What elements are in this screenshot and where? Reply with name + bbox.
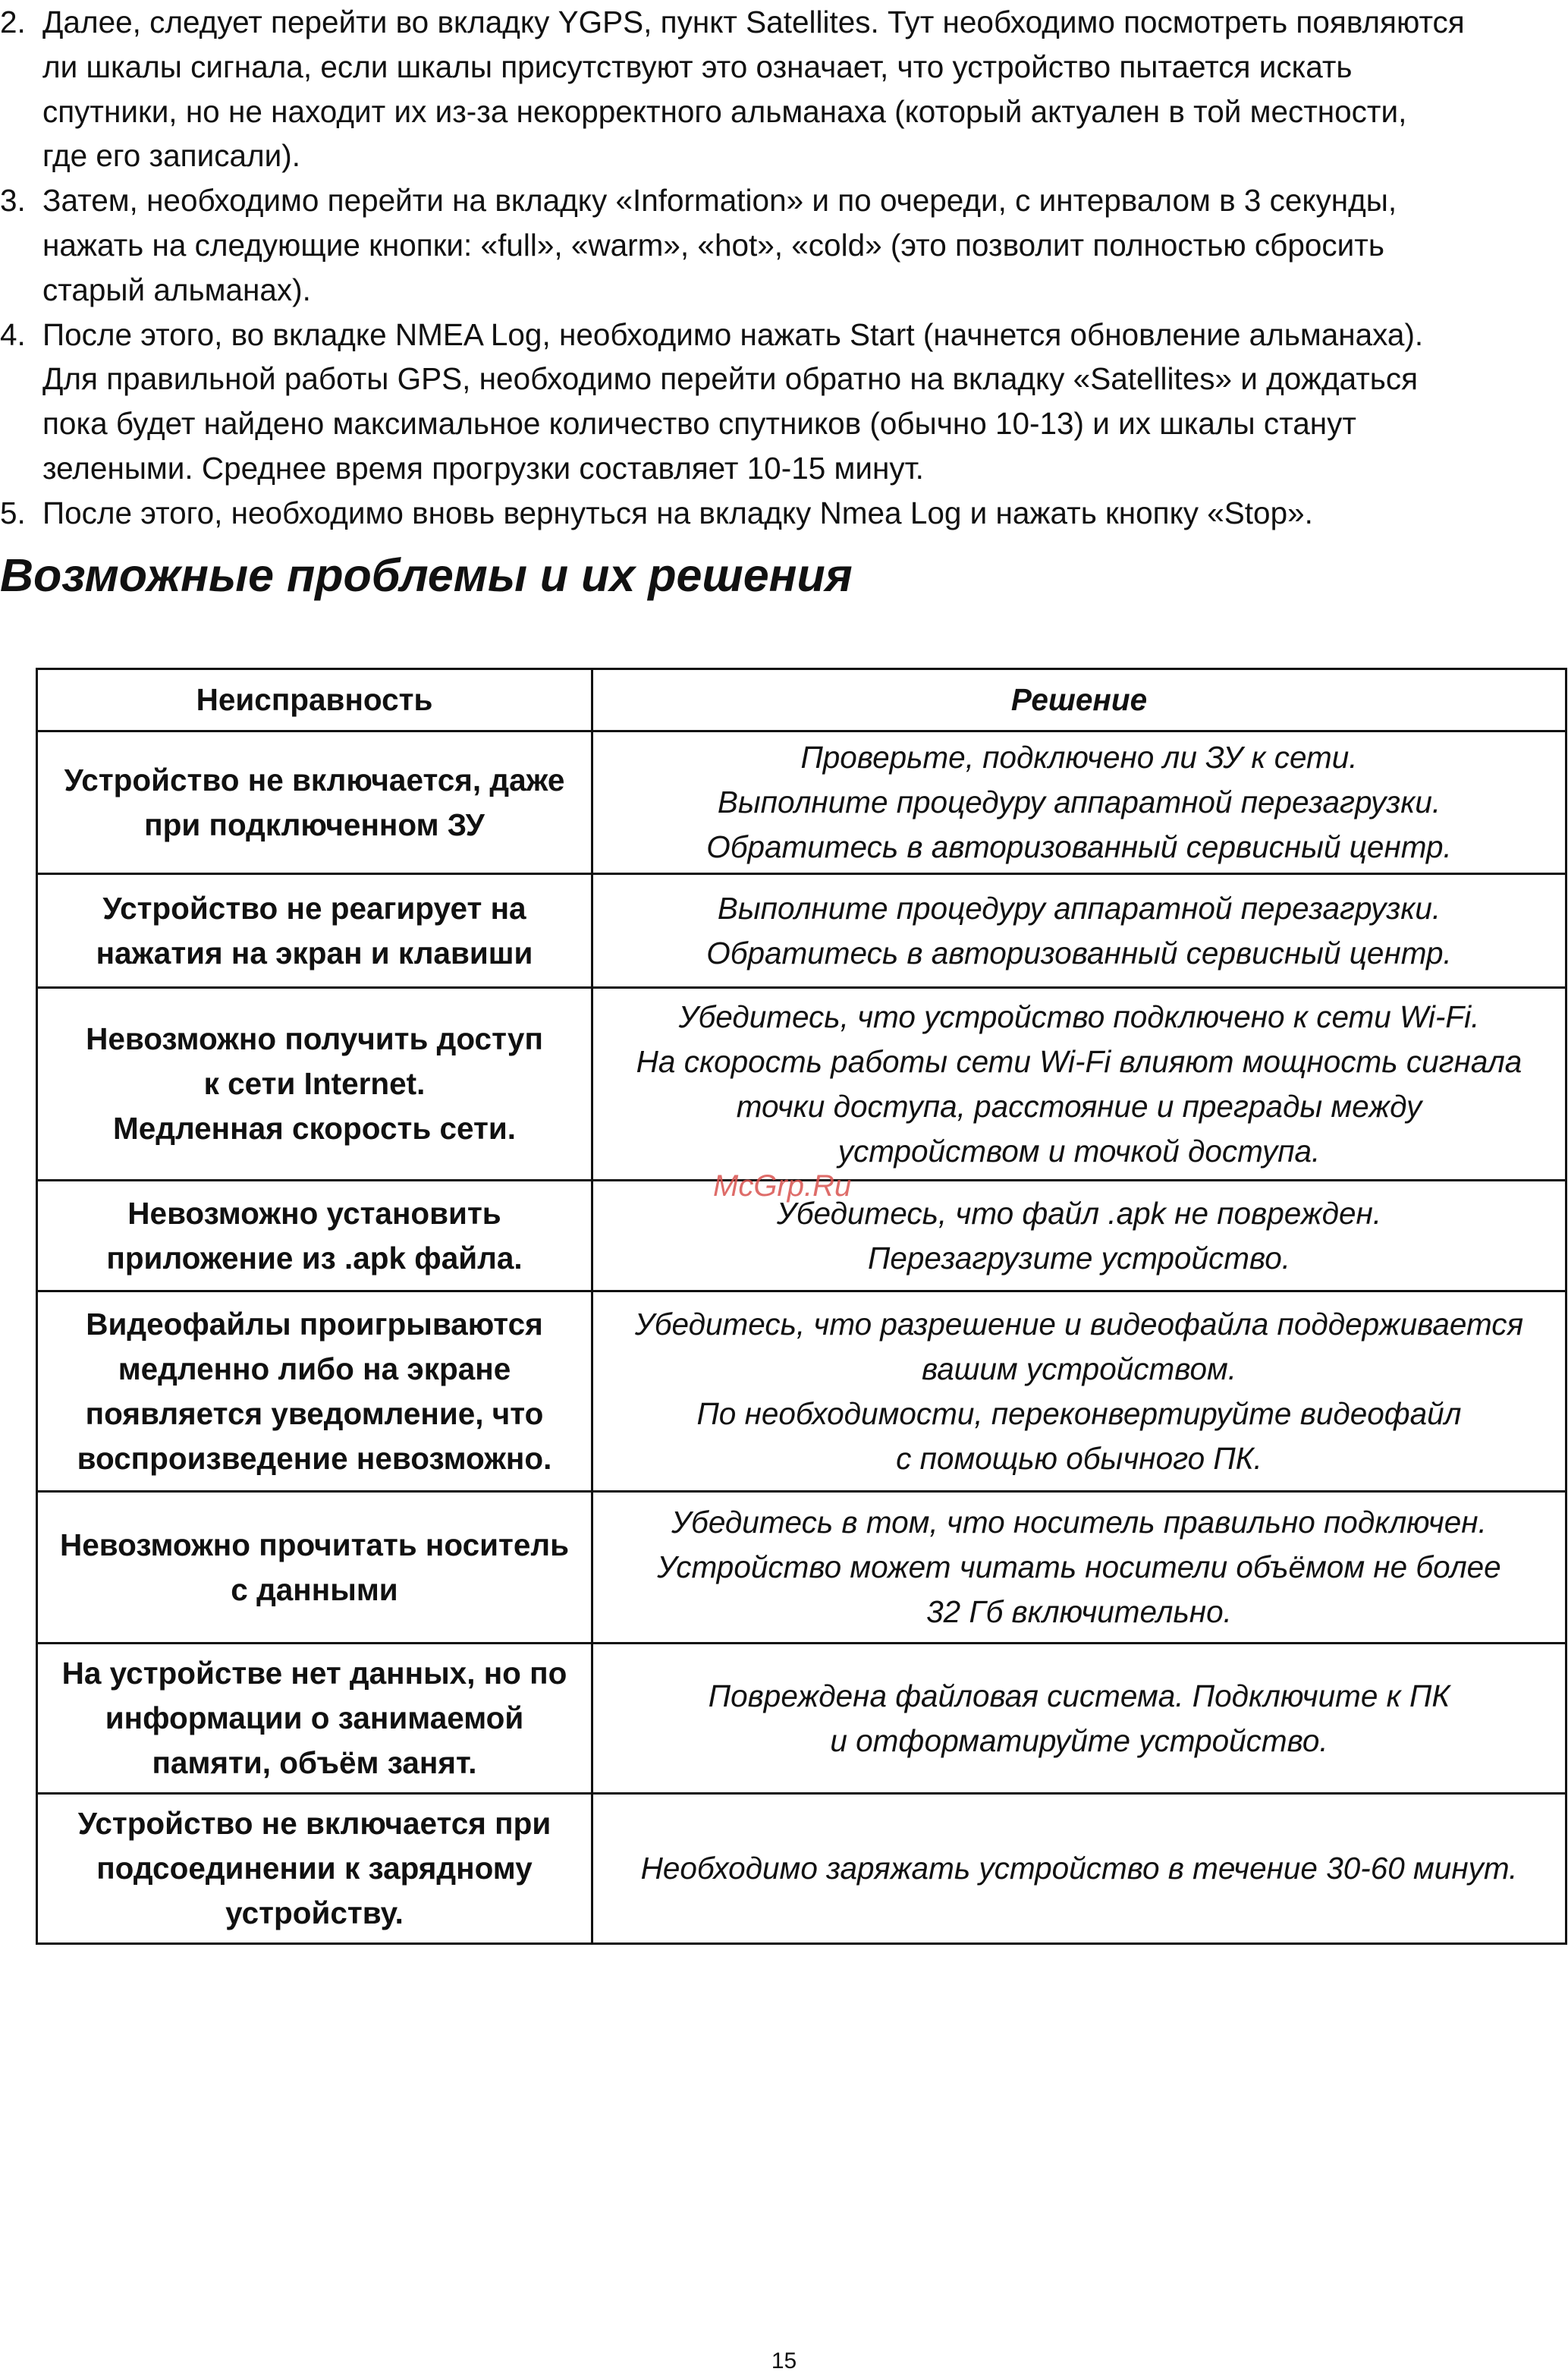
step-text-line: После этого, во вкладке NMEA Log, необходимо нажать Start (начнется обновление альманаха). (42, 316, 1424, 352)
problem-line: Невозможно прочитать носитель (59, 1527, 570, 1562)
instruction-steps (0, 0, 1548, 536)
step-text-line: ли шкалы сигнала, если шкалы присутствуют это означает, что устройство пытается искать (42, 49, 1353, 84)
solution-cell (592, 1644, 1566, 1794)
table-row (37, 1644, 1566, 1794)
problem-cell (37, 1644, 592, 1794)
solution-line: Повреждена файловая система. Подключите к ПК (708, 1678, 1450, 1713)
solution-line: 32 Гб включительно. (926, 1594, 1232, 1629)
solution-cell (592, 874, 1566, 988)
problem-line: информации о занимаемой (105, 1700, 524, 1735)
step-text-line: спутники, но не находит их из-за некорректного альманаха (который актуален в той местности, (42, 93, 1407, 129)
solution-line: Устройство может читать носители объёмом не более (657, 1549, 1501, 1584)
column-header-solution: Решение (592, 669, 1566, 731)
solution-line: Убедитесь в том, что носитель правильно подключен. (671, 1505, 1487, 1540)
table-row (37, 1794, 1566, 1944)
problem-cell (37, 1794, 592, 1944)
solution-line: Перезагрузите устройство. (868, 1240, 1290, 1276)
problem-line: воспроизведение невозможно. (77, 1440, 552, 1476)
solution-line: Обратитесь в авторизованный сервисный центр. (706, 935, 1452, 970)
instruction-step (0, 0, 1548, 178)
problem-line: приложение из .apk файла. (106, 1240, 523, 1276)
step-number: 5. (0, 495, 26, 530)
problem-line: к сети Internet. (203, 1066, 426, 1101)
instruction-step (0, 491, 1548, 536)
problem-line: памяти, объём занят. (152, 1745, 477, 1780)
step-text-line: нажать на следующие кнопки: «full», «warm», «hot», «cold» (это позволит полностью сбросить (42, 227, 1384, 263)
problem-line: появляется уведомление, что (85, 1395, 544, 1431)
problem-line: медленно либо на экране (118, 1351, 511, 1386)
problem-cell (37, 1181, 592, 1291)
step-text-line: Затем, необходимо перейти на вкладку «Information» и по очереди, с интервалом в 3 секунды, (42, 183, 1397, 219)
solution-line: и отформатируйте устройство. (830, 1722, 1328, 1758)
table-row (37, 988, 1566, 1181)
step-text-line: После этого, необходимо вновь вернуться на вкладку Nmea Log и нажать кнопку «Stop». (42, 495, 1313, 530)
solution-line: Выполните процедуру аппаратной перезагрузки. (717, 785, 1441, 819)
problem-line: устройству. (225, 1895, 404, 1930)
instruction-step (0, 313, 1548, 491)
solution-cell (592, 988, 1566, 1181)
problem-line: нажатия на экран и клавиши (96, 935, 533, 970)
solution-line: Обратитесь в авторизованный сервисный центр. (706, 829, 1452, 864)
instruction-step (0, 178, 1548, 312)
problem-cell (37, 1291, 592, 1492)
problem-cell (37, 1492, 592, 1644)
solution-line: Проверьте, подключено ли ЗУ к сети. (800, 740, 1358, 775)
step-text-line: где его записали). (42, 138, 300, 174)
problem-cell (37, 874, 592, 988)
page-number: 15 (771, 2348, 797, 2373)
step-text-line: Для правильной работы GPS, необходимо перейти обратно на вкладку «Satellites» и дождаться (42, 361, 1419, 397)
problem-line: Невозможно установить (127, 1195, 501, 1231)
problem-line: при подключенном ЗУ (144, 807, 485, 842)
step-number: 2. (0, 5, 26, 39)
problem-line: с данными (231, 1571, 398, 1607)
table-row (37, 1492, 1566, 1644)
problem-line: Устройство не реагирует на (102, 890, 526, 926)
table-row (37, 731, 1566, 874)
table-row (37, 1291, 1566, 1492)
problem-line: подсоединении к зарядному (96, 1851, 533, 1886)
problem-line: Медленная скорость сети. (113, 1111, 516, 1146)
solution-line: устройством и точкой доступа. (837, 1133, 1321, 1169)
solution-line: Убедитесь, что файл .apk не поврежден. (776, 1195, 1382, 1231)
solution-cell (592, 1492, 1566, 1644)
problem-cell (37, 731, 592, 874)
solution-line: Убедитесь, что разрешение и видеофайла поддерживается (634, 1306, 1524, 1342)
watermark-text: McGrp.Ru (713, 1169, 852, 1203)
solution-cell (592, 1794, 1566, 1944)
solution-cell (592, 1291, 1566, 1492)
solution-line: Выполните процедуру аппаратной перезагрузки. (717, 890, 1441, 926)
solution-line: вашим устройством. (921, 1351, 1237, 1386)
solution-line: По необходимости, переконвертируйте видеофайл (696, 1395, 1462, 1431)
solution-line: На скорость работы сети Wi-Fi влияют мощность сигнала (636, 1043, 1522, 1079)
problem-line: На устройстве нет данных, но по (61, 1656, 567, 1691)
step-number: 4. (0, 316, 26, 352)
step-text-line: пока будет найдено максимальное количество спутников (обычно 10-13) и их шкалы станут (42, 406, 1356, 442)
problem-line: Устройство не включается, даже (64, 762, 565, 797)
table-header-row (37, 669, 1566, 731)
solution-line: с помощью обычного ПК. (896, 1440, 1262, 1476)
solution-line: Убедитесь, что устройство подключено к сети Wi-Fi. (678, 999, 1480, 1034)
troubleshooting-table (36, 668, 1567, 1945)
solution-line: точки доступа, расстояние и преграды между (736, 1088, 1422, 1124)
problem-line: Устройство не включается при (77, 1806, 551, 1841)
problem-cell (37, 988, 592, 1181)
solution-cell (592, 731, 1566, 874)
solution-line: Необходимо заряжать устройство в течение 30-60 минут. (640, 1851, 1518, 1886)
step-number: 3. (0, 183, 26, 219)
problem-line: Невозможно получить доступ (86, 1021, 543, 1056)
step-text-line: старый альманах). (42, 272, 311, 307)
problem-line: Видеофайлы проигрываются (86, 1306, 543, 1342)
table-row (37, 874, 1566, 988)
section-heading: Возможные проблемы и их решения (0, 549, 853, 601)
column-header-problem: Неисправность (37, 669, 592, 731)
step-text-line: Далее, следует перейти во вкладку YGPS, пункт Satellites. Тут необходимо посмотреть появляются (42, 5, 1465, 39)
step-text-line: зелеными. Среднее время прогрузки составляет 10-15 минут. (42, 450, 924, 486)
